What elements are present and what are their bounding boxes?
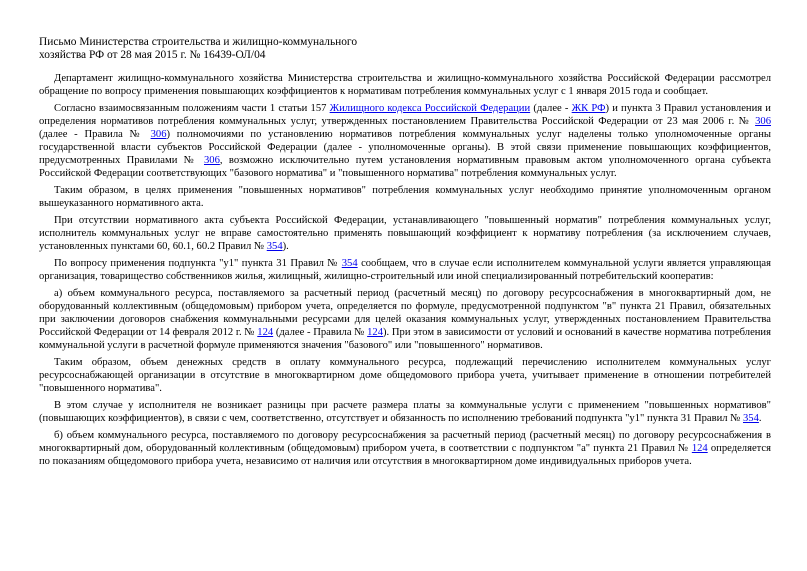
paragraph-text: . [758, 413, 762, 425]
document-body [39, 72, 771, 468]
link-rules-124[interactable]: 124 [257, 327, 274, 339]
paragraph-7 [39, 356, 771, 395]
link-rules-354[interactable]: 354 [341, 258, 358, 270]
paragraph-2 [39, 102, 771, 180]
paragraph-text: (далее - Правила № [39, 129, 151, 141]
paragraph-text: Таким образом, в целях применения "повышенных нормативов" потребления коммунальных услуг необходимо принятие уполномоченным органом вышеуказанного нормативного акта. [39, 185, 771, 210]
paragraph-text: определяется по показаниям общедомового прибора учета, независимо от наличия или отсутствия в многоквартирном доме индивидуальных приборов учета. [39, 443, 771, 468]
paragraph-text: , возможно исключительно путем установления нормативным правовым актом уполномоченного органа субъекта Российской Федерации соответствующих "базового норматива" и "повышенного норматива" потребления коммунальных услуг. [39, 155, 771, 180]
paragraph-8 [39, 399, 771, 425]
paragraph-6 [39, 287, 771, 352]
link-rules-124[interactable]: 124 [367, 327, 383, 339]
paragraph-text: По вопросу применения подпункта "у1" пункта 31 Правил № [54, 258, 342, 270]
link-rules-354[interactable]: 354 [743, 413, 759, 425]
link-rules-306[interactable]: 306 [755, 116, 771, 128]
paragraph-text: Департамент жилищно-коммунального хозяйства Министерства строительства и жилищно-коммунального хозяйства Российской Федерации рассмотрел обращение по вопросу применения повышающих коэффициентов к нормативам потребления коммунальных услуг с 1 января 2015 года и сообщает. [39, 73, 771, 98]
document-title [39, 36, 771, 62]
link-rules-124[interactable]: 124 [691, 443, 708, 455]
paragraph-text: В этом случае у исполнителя не возникает разницы при расчете размера платы за коммунальные услуги с применением "повышенных нормативов" (повышающих коэффициентов), в связи с чем, соответственно, отсутствует и обязанность по исполнению требований подпункта "у1" пункта 31 Правил № [39, 400, 771, 425]
paragraph-text: Таким образом, объем денежных средств в оплату коммунального ресурса, подлежащий перечислению исполнителем коммунальных услуг ресурсоснабжающей организации в отсутствие в многоквартирном доме общедомового прибора учета, учитывает применение в отношении потребителей "повышенного норматива". [39, 357, 771, 395]
link-zhk-rf[interactable]: ЖК РФ [571, 103, 606, 115]
paragraph-text: ) полномочиями по установлению нормативов потребления коммунальных услуг наделены только уполномоченные органы государственной власти субъектов Российской Федерации (далее - уполномоченные органы). В этой связи применение повышающих коэффициентов, предусмотренных Правилами № [39, 129, 771, 167]
paragraph-9 [39, 429, 771, 468]
paragraph-text: ). [282, 241, 289, 253]
paragraph-text: (далее - Правила № [273, 327, 368, 339]
paragraph-text: сообщаем, что в случае если исполнителем коммунальной услуги является управляющая организация, товарищество собственников жилья, жилищный, жилищно-строительный или иной специализированный потребительский кооператив: [39, 258, 771, 283]
paragraph-text: ). При этом в зависимости от условий и оснований в качестве норматива потребления коммунальной услуги в расчетной формуле применяются значения "базового" или "повышенного" нормативов. [39, 327, 771, 352]
link-rules-306[interactable]: 306 [203, 155, 220, 167]
link-rules-306[interactable]: 306 [150, 129, 167, 141]
paragraph-1 [39, 72, 771, 98]
document-title-line-2: хозяйства РФ от 28 мая 2015 г. № 16439-ОЛ/04 [39, 49, 266, 62]
paragraph-3 [39, 184, 771, 210]
paragraph-text: а) объем коммунального ресурса, поставляемого за расчетный период (расчетный месяц) по договору ресурсоснабжения в многоквартирный дом, не оборудованный коллективным (общедомовым) прибором учета, определяется по формуле, предусмотренной подпунктом "в" пункта 21 Правил, обязательных при заключении договоров снабжения коммунальными ресурсами для целей оказания коммунальных услуг, утвержденных постановлением Правительства Российской Федерации от 14 февраля 2012 г. № [39, 288, 771, 339]
paragraph-text: ) и пункта 3 Правил установления и определения нормативов потребления коммунальных услуг, утвержденных постановлением Правительства Российской Федерации от 23 мая 2006 г. № [39, 103, 771, 128]
link-rules-354[interactable]: 354 [266, 241, 283, 253]
paragraph-text: При отсутствии нормативного акта субъекта Российской Федерации, устанавливающего "повышенный норматив" потребления коммунальных услуг, исполнитель коммунальных услуг не вправе самостоятельно применять повышающий коэффициент к нормативу потребления (за исключением случаев, установленных пунктами 60, 60.1, 60.2 Правил № [39, 215, 771, 253]
document-title-line-1: Письмо Министерства строительства и жилищно-коммунального [39, 36, 358, 48]
paragraph-5 [39, 257, 771, 283]
paragraph-4 [39, 214, 771, 253]
paragraph-text: (далее - [530, 103, 572, 115]
paragraph-text: б) объем коммунального ресурса, поставляемого по договору ресурсоснабжения за расчетный период (расчетный месяц) по договору ресурсоснабжения в многоквартирный дом, оборудованный коллективным (общедомовым) прибором учета, в соответствии с подпунктом "а" пункта 21 Правил № [39, 430, 771, 455]
paragraph-text: Согласно взаимосвязанным положениям части 1 статьи 157 [54, 103, 330, 115]
link-housing-code[interactable]: Жилищного кодекса Российской Федерации [329, 103, 531, 115]
